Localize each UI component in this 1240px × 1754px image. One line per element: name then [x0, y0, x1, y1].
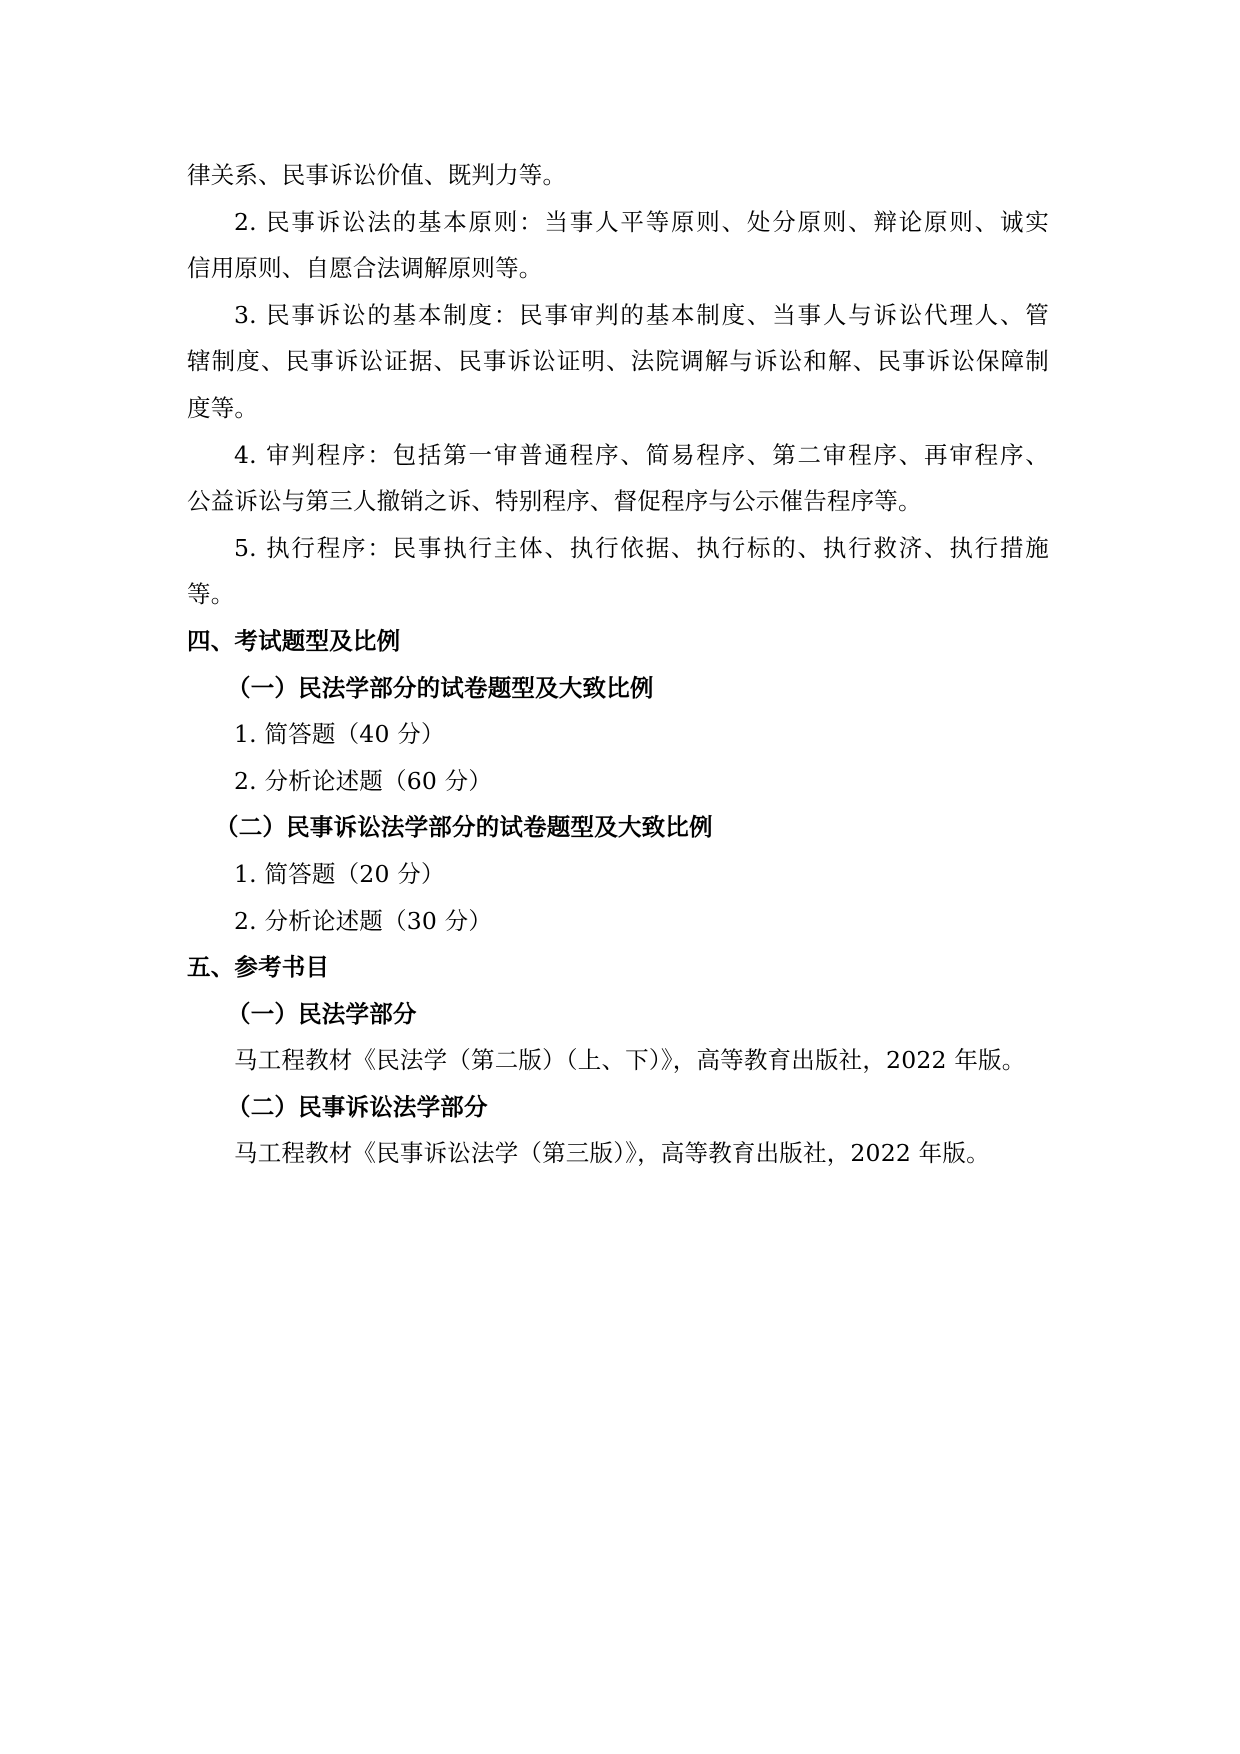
paragraph-line: 度等。 — [187, 393, 259, 422]
paragraph-line: 5. 执行程序：民事执行主体、执行依据、执行标的、执行救济、执行措施 — [234, 533, 1049, 562]
paragraph-line: 公益诉讼与第三人撤销之诉、特别程序、督促程序与公示催告程序等。 — [187, 487, 922, 516]
reference-book: 马工程教材《民法学（第二版）（上、下）》，高等教育出版社，2022 年版。 — [234, 1046, 1026, 1075]
subsection-heading: （一）民法学部分 — [227, 999, 417, 1028]
section-heading: 四、考试题型及比例 — [187, 626, 401, 655]
paragraph-line: 等。 — [187, 580, 235, 609]
list-item: 1. 简答题（20 分） — [234, 859, 445, 888]
section-heading: 五、参考书目 — [187, 953, 330, 982]
paragraph-line: 辖制度、民事诉讼证据、民事诉讼证明、法院调解与诉讼和解、民事诉讼保障制 — [187, 347, 1049, 376]
paragraph-line: 律关系、民事诉讼价值、既判力等。 — [187, 161, 567, 189]
list-item: 2. 分析论述题（60 分） — [234, 766, 493, 795]
paragraph-line: 信用原则、自愿合法调解原则等。 — [187, 254, 543, 283]
subsection-heading: （二）民事诉讼法学部分的试卷题型及大致比例 — [215, 813, 713, 842]
paragraph-line: 2. 民事诉讼法的基本原则：当事人平等原则、处分原则、辩论原则、诚实 — [234, 207, 1049, 236]
subsection-heading: （一）民法学部分的试卷题型及大致比例 — [227, 673, 654, 702]
list-item: 2. 分析论述题（30 分） — [234, 906, 493, 935]
paragraph-line: 3. 民事诉讼的基本制度：民事审判的基本制度、当事人与诉讼代理人、管 — [234, 300, 1049, 329]
list-item: 1. 简答题（40 分） — [234, 720, 445, 749]
paragraph-line: 4. 审判程序：包括第一审普通程序、简易程序、第二审程序、再审程序、 — [234, 440, 1049, 469]
reference-book: 马工程教材《民事诉讼法学（第三版）》，高等教育出版社，2022 年版。 — [234, 1139, 990, 1168]
subsection-heading: （二）民事诉讼法学部分 — [227, 1092, 488, 1121]
document-page — [187, 152, 1049, 1177]
